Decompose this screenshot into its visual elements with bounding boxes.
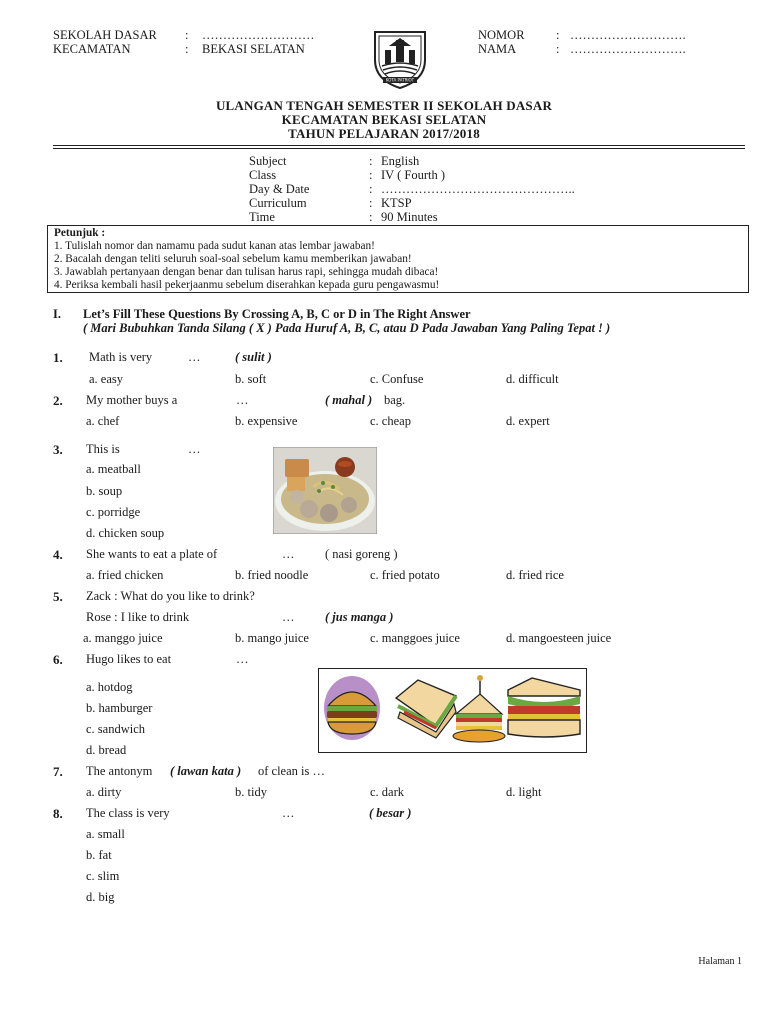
answer-option[interactable]: c. Confuse (370, 372, 424, 386)
answer-option[interactable]: b. fat (86, 848, 112, 862)
section-subtitle: ( Mari Bubuhkan Tanda Silang ( X ) Pada Huruf A, B, C, atau D Pada Jawaban Yang Paling Tepat ! ) (83, 321, 611, 335)
page-number: Halaman 1 (698, 956, 742, 967)
logo-text: KOTA PATRIOT (385, 77, 415, 83)
answer-option[interactable]: d. chicken soup (86, 526, 165, 540)
info-value: English (381, 154, 420, 168)
question-text: She wants to eat a plate of (86, 547, 218, 561)
question-text-after: bag. (384, 393, 406, 407)
question-text-line2: Rose : I like to drink (86, 610, 190, 624)
instruction-item: 1. Tulislah nomor dan namamu pada sudut kanan atas lembar jawaban! (54, 240, 375, 252)
district-sep: : (185, 42, 189, 56)
school-sep: : (185, 28, 189, 42)
answer-blank: … (282, 547, 295, 561)
info-sep: : (369, 154, 373, 168)
school-label: SEKOLAH DASAR (53, 28, 157, 42)
answer-option[interactable]: c. dark (370, 785, 405, 799)
number-label: NOMOR (478, 28, 525, 42)
answer-option[interactable]: b. soup (86, 484, 123, 498)
answer-option[interactable]: b. soft (235, 372, 267, 386)
info-label: Subject (249, 154, 287, 168)
name-sep: : (556, 42, 560, 56)
answer-option[interactable]: b. expensive (235, 414, 298, 428)
question-hint: ( lawan kata ) (170, 764, 242, 778)
answer-option[interactable]: b. mango juice (235, 631, 309, 645)
instruction-item: 3. Jawablah pertanyaan dengan benar dan tulisan harus rapi, sehingga mudah dibaca! (54, 266, 439, 278)
answer-option[interactable]: a. fried chicken (86, 568, 164, 582)
answer-option[interactable]: d. expert (506, 414, 550, 428)
question-hint: ( sulit ) (235, 350, 272, 364)
info-label: Day & Date (249, 182, 310, 196)
name-value: ………………………. (570, 42, 686, 56)
answer-option[interactable]: c. porridge (86, 505, 141, 519)
info-label: Curriculum (249, 196, 307, 210)
instructions-heading: Petunjuk : (54, 227, 106, 239)
divider-thin (53, 148, 745, 149)
answer-option[interactable]: c. fried potato (370, 568, 440, 582)
info-sep: : (369, 210, 373, 224)
answer-option[interactable]: b. tidy (235, 785, 267, 799)
question-number: 1. (53, 350, 63, 365)
answer-blank: … (188, 350, 201, 364)
question-text-after: of clean is … (258, 764, 325, 778)
question-text: Math is very (89, 350, 153, 364)
instruction-item: 4. Periksa kembali hasil pekerjaanmu sebelum diserahkan kepada guru pengawasmu! (54, 279, 440, 291)
number-value: ………………………. (570, 28, 686, 42)
name-label: NAMA (478, 42, 517, 56)
sandwiches-picture (318, 668, 587, 753)
info-value: IV ( Fourth ) (381, 168, 446, 182)
question-text: The antonym (86, 764, 153, 778)
answer-option[interactable]: d. fried rice (506, 568, 564, 582)
answer-option[interactable]: d. difficult (506, 372, 559, 386)
answer-blank: … (236, 393, 249, 407)
instruction-item: 2. Bacalah dengan teliti seluruh soal-soal sebelum kamu memberikan jawaban! (54, 253, 412, 265)
answer-blank: … (282, 610, 295, 624)
answer-option[interactable]: c. slim (86, 869, 120, 883)
answer-option[interactable]: a. hotdog (86, 680, 133, 694)
section-number: I. (53, 307, 61, 321)
answer-blank: … (188, 442, 201, 456)
question-number: 8. (53, 806, 63, 821)
answer-option[interactable]: d. big (86, 890, 115, 904)
exam-title: ULANGAN TENGAH SEMESTER II SEKOLAH DASAR (215, 98, 553, 113)
question-number: 6. (53, 652, 63, 667)
question-number: 5. (53, 589, 63, 604)
answer-option[interactable]: c. manggoes juice (370, 631, 460, 645)
question-number: 2. (53, 393, 63, 408)
answer-option[interactable]: c. sandwich (86, 722, 146, 736)
answer-option[interactable]: b. fried noodle (235, 568, 309, 582)
info-sep: : (369, 196, 373, 210)
divider-thick (53, 145, 745, 146)
answer-option[interactable]: d. bread (86, 743, 127, 757)
info-value: KTSP (381, 196, 412, 210)
question-text: This is (86, 442, 120, 456)
answer-option[interactable]: a. dirty (86, 785, 122, 799)
answer-blank: … (282, 806, 295, 820)
meatball-soup-picture (273, 447, 377, 534)
question-number: 3. (53, 442, 63, 457)
question-hint: ( besar ) (369, 806, 412, 820)
info-sep: : (369, 182, 373, 196)
district-value: BEKASI SELATAN (202, 42, 305, 56)
school-value: ……………………… (202, 28, 315, 42)
section-title: Let’s Fill These Questions By Crossing A, B, C or D in The Right Answer (83, 307, 471, 321)
number-sep: : (556, 28, 560, 42)
question-hint: ( mahal ) (325, 393, 373, 407)
question-text: My mother buys a (86, 393, 178, 407)
question-number: 7. (53, 764, 63, 779)
info-sep: : (369, 168, 373, 182)
question-hint: ( nasi goreng ) (325, 547, 398, 561)
answer-option[interactable]: d. light (506, 785, 542, 799)
answer-option[interactable]: b. hamburger (86, 701, 153, 715)
instructions-box (47, 225, 749, 293)
answer-blank: … (236, 652, 249, 666)
district-label: KECAMATAN (53, 42, 131, 56)
answer-option[interactable]: a. manggo juice (83, 631, 163, 645)
question-hint: ( jus manga ) (325, 610, 394, 624)
question-number: 4. (53, 547, 63, 562)
city-emblem-logo (369, 26, 431, 90)
exam-district: KECAMATAN BEKASI SELATAN (281, 112, 487, 127)
question-text: The class is very (86, 806, 170, 820)
info-label: Class (249, 168, 277, 182)
answer-option[interactable]: a. chef (86, 414, 120, 428)
answer-option[interactable]: a. meatball (86, 462, 141, 476)
info-label: Time (249, 210, 275, 224)
answer-option[interactable]: d. mangoesteen juice (506, 631, 612, 645)
exam-year: TAHUN PELAJARAN 2017/2018 (288, 126, 480, 141)
info-value: ……………………………………….. (381, 182, 575, 196)
answer-option[interactable]: a. easy (89, 372, 124, 386)
question-text: Hugo likes to eat (86, 652, 172, 666)
info-value: 90 Minutes (381, 210, 438, 224)
answer-option[interactable]: c. cheap (370, 414, 411, 428)
question-text: Zack : What do you like to drink? (86, 589, 255, 603)
answer-option[interactable]: a. small (86, 827, 125, 841)
